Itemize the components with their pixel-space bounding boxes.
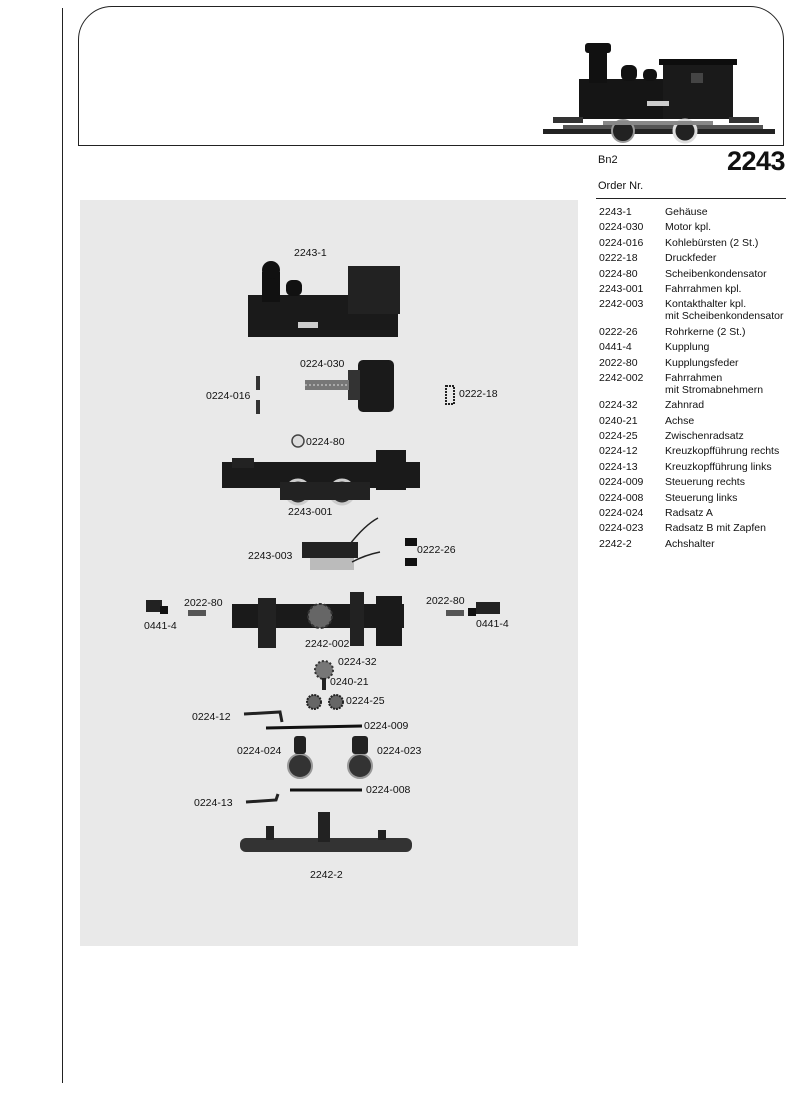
part-description: Gehäuse [665,206,708,218]
part-description-line: Fahrrahmen [665,371,723,384]
parts-list-item [599,461,789,473]
part-description-line: mit Stromabnehmern [665,383,764,396]
frame-complete-part [222,450,420,504]
callout-gear: 0224-32 [338,656,377,668]
parts-list-item [599,372,789,396]
callout-tube-cores: 0222-26 [417,544,456,556]
contact-holder-part [302,518,380,570]
parts-list-item [599,268,789,280]
parts-list [599,206,789,553]
callout-capacitor: 0224-80 [306,436,345,448]
exploded-parts-drawing [80,200,578,946]
parts-list-item [599,430,789,442]
callout-coupling-left: 0441-4 [144,620,177,632]
part-description: Zwischenradsatz [665,430,744,443]
part-description: Radsatz B mit Zapfen [665,522,766,535]
callout-axle: 0240-21 [330,676,369,688]
tube-core-part [405,538,417,546]
part-description: Kohlebürsten (2 St.) [665,236,759,249]
parts-list-item [599,522,789,534]
part-number: 0224-016 [599,236,644,249]
part-number: 0224-008 [599,491,644,504]
callout-valve-gear-right: 0224-009 [364,720,409,732]
parts-list-item [599,283,789,295]
parts-list-item [599,221,789,233]
callout-frame-complete: 2243-001 [288,506,333,518]
housing-part [248,261,400,337]
callout-crosshead-right: 0224-12 [192,711,231,723]
capacitor-part [292,435,304,447]
part-number: 2022-80 [599,356,638,369]
brushes-part [256,376,260,414]
steam-locomotive-photo [543,39,775,147]
parts-list-item [599,298,789,322]
callout-frame-pickups: 2242-002 [305,638,350,650]
part-description: Motor kpl. [665,221,712,234]
part-number: 0224-024 [599,507,644,520]
parts-list-item [599,357,789,369]
part-description: Achshalter [665,537,715,550]
parts-list-item [599,538,789,550]
tube-core-part [405,558,417,566]
part-number: 0441-4 [599,341,632,354]
callout-housing: 2243-1 [294,247,327,259]
parts-list-item [599,326,789,338]
callout-motor: 0224-030 [300,358,345,370]
model-number: 2243 [727,146,786,176]
coupling-spring-left-part [188,610,206,616]
part-number: 2242-002 [599,371,644,384]
coupling-spring-right-part [446,610,464,616]
parts-list-item [599,476,789,488]
part-description: Achse [665,414,695,427]
part-description [665,372,789,396]
part-description: Scheibenkondensator [665,267,767,280]
spring-part [446,386,454,404]
callout-wheelset-a: 0224-024 [237,745,282,757]
part-number: 0224-030 [599,221,644,234]
part-description: Steuerung links [665,491,738,504]
intermediate-wheel-part [329,695,343,709]
coupling-left-part [146,600,168,614]
callout-valve-gear-left: 0224-008 [366,784,411,796]
crosshead-left-part [246,794,278,802]
callout-coupling-spring-left: 2022-80 [184,597,223,609]
axle-holder-part [240,812,412,852]
part-description: Kreuzkopfführung rechts [665,445,780,458]
part-number: 2242-003 [599,298,644,311]
part-description: Radsatz A [665,507,713,520]
parts-list-item [599,492,789,504]
axle-part [322,678,326,690]
part-description: Kupplung [665,341,710,354]
callout-coupling-right: 0441-4 [476,618,509,630]
callout-contact-holder: 2243-003 [248,550,293,562]
callout-coupling-spring-right: 2022-80 [426,595,465,607]
coupling-right-part [468,602,500,616]
callout-axle-holder: 2242-2 [310,869,343,881]
part-description [665,298,789,322]
valve-gear-right-part [266,726,362,728]
part-description-line: Kontakthalter kpl. [665,298,747,311]
part-description: Kupplungsfeder [665,356,739,369]
callout-wheelset-b: 0224-023 [377,745,422,757]
part-description: Fahrrahmen kpl. [665,282,742,295]
exploded-parts-photo [80,200,578,946]
callout-brushes: 0224-016 [206,390,251,402]
parts-list-item [599,237,789,249]
parts-list-item [599,341,789,353]
part-number: 0224-25 [599,430,638,443]
part-description: Steuerung rechts [665,476,745,489]
locomotive-type-code: Bn2 [598,154,618,166]
part-description-line: mit Scheibenkondensator [665,310,784,323]
part-number: 0222-26 [599,325,638,338]
order-number-heading: Order Nr. [598,180,644,192]
wheelset-a-part [288,736,312,778]
parts-list-item [599,507,789,519]
parts-list-item [599,415,789,427]
part-description: Rohrkerne (2 St.) [665,325,746,338]
parts-list-item [599,252,789,264]
part-description: Zahnrad [665,399,705,412]
part-number: 2242-2 [599,537,632,550]
part-description: Kreuzkopfführung links [665,460,772,473]
wheelset-b-part [348,736,372,778]
callout-crosshead-left: 0224-13 [194,797,233,809]
part-number: 2243-1 [599,206,632,218]
part-description: Druckfeder [665,252,717,265]
part-number: 0224-12 [599,445,638,458]
callout-spring: 0222-18 [459,388,498,400]
part-number: 2243-001 [599,282,644,295]
part-number: 0222-18 [599,252,638,265]
header-frame [78,6,784,146]
parts-list-item [599,206,789,218]
page-margin-line [62,8,63,1083]
parts-list-item [599,399,789,411]
part-number: 0224-023 [599,522,644,535]
part-number: 0224-009 [599,476,644,489]
intermediate-wheel-part [307,695,321,709]
parts-list-item [599,445,789,457]
part-number: 0224-32 [599,399,638,412]
part-number: 0240-21 [599,414,638,427]
part-number: 0224-80 [599,267,638,280]
crosshead-right-part [244,712,282,722]
part-number: 0224-13 [599,460,638,473]
heading-rule [596,198,786,199]
callout-intermediate-wheels: 0224-25 [346,695,385,707]
